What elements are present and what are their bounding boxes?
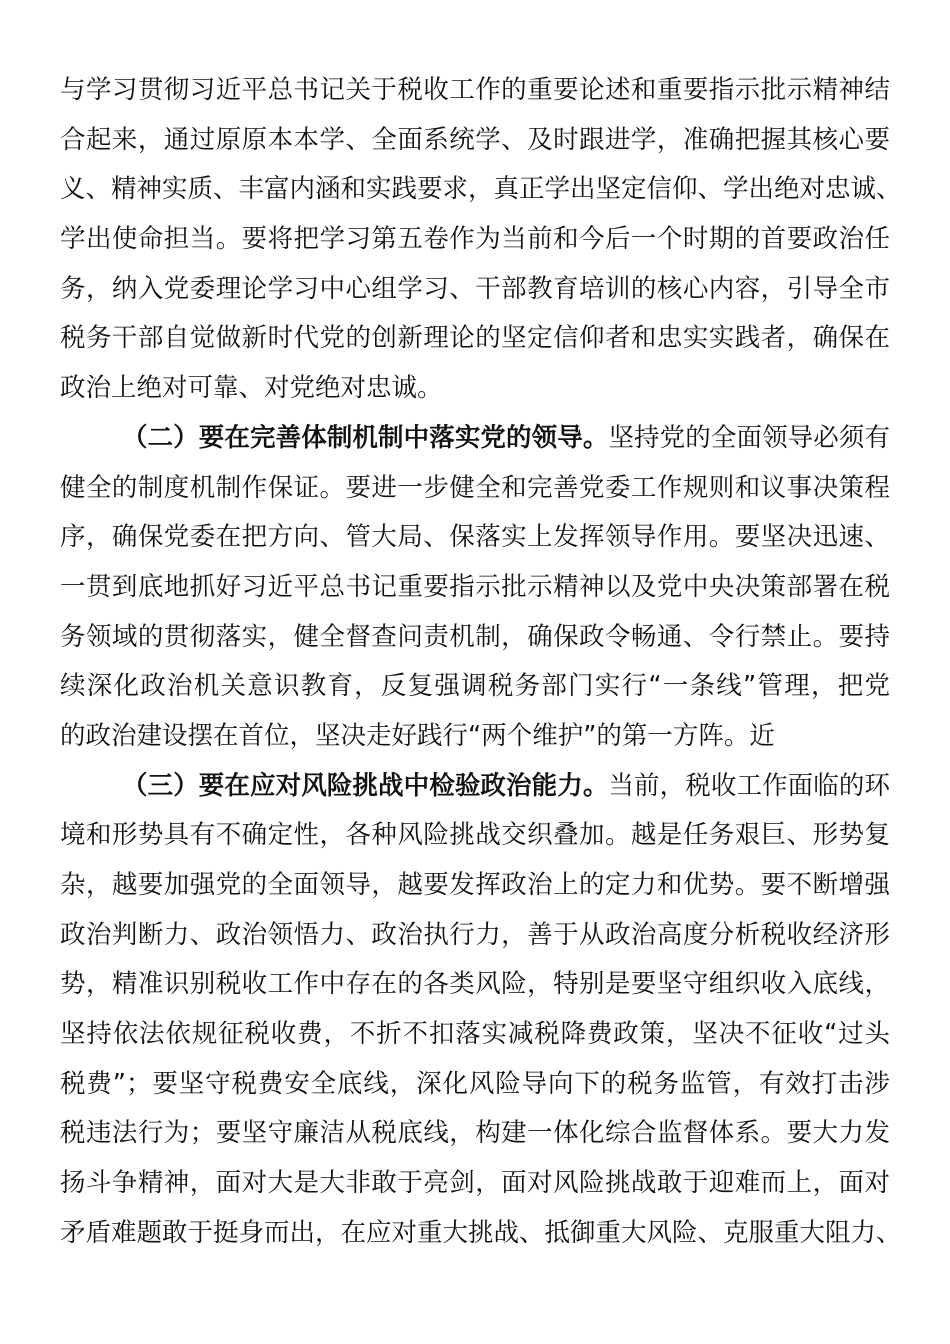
text-line: 学出使命担当。要将把学习第五卷作为当前和今后一个时期的首要政治任 xyxy=(60,224,890,255)
text-line: 税违法行为；要坚守廉洁从税底线，构建一体化综合监督体系。要大力发 xyxy=(60,1118,890,1149)
section-heading-2: （二）要在完善体制机制中落实党的领导。 xyxy=(122,422,609,453)
text-line: 扬斗争精神，面对大是大非敢于亮剑，面对风险挑战敢于迎难而上，面对 xyxy=(60,1168,890,1199)
text-line: 坚持依法依规征税收费，不折不扣落实减税降费政策，坚决不征收“过头 xyxy=(60,1019,890,1050)
text-line: 的政治建设摆在首位，坚决走好践行“两个维护”的第一方阵。近 xyxy=(60,720,775,751)
paragraph-1 xyxy=(60,66,902,414)
text-line: 势，精准识别税收工作中存在的各类风险，特别是要坚守组织收入底线， xyxy=(60,969,890,1000)
text-line: 一贯到底地抓好习近平总书记重要指示批示精神以及党中央决策部署在税 xyxy=(60,571,890,602)
text-line: 矛盾难题敢于挺身而出，在应对重大挑战、抵御重大风险、克服重大阻力、 xyxy=(60,1217,902,1248)
text-line: 境和形势具有不确定性，各种风险挑战交织叠加。越是任务艰巨、形势复 xyxy=(60,820,890,851)
text-line: 与学习贯彻习近平总书记关于税收工作的重要论述和重要指示批示精神结 xyxy=(60,75,890,105)
text-line: 税务干部自觉做新时代党的创新理论的坚定信仰者和忠实实践者，确保在 xyxy=(60,323,890,354)
text-line: 政治判断力、政治领悟力、政治执行力，善于从政治高度分析税收经济形 xyxy=(60,919,890,950)
paragraph-first-line xyxy=(60,762,890,812)
text-line: 政治上绝对可靠、对党绝对忠诚。 xyxy=(60,373,443,404)
text-span: 坚持党的全面领导必须有 xyxy=(608,422,890,453)
text-span: 当前，税收工作面临的环 xyxy=(608,770,890,801)
text-line: 杂，越要加强党的全面领导，越要发挥政治上的定力和优势。要不断增强 xyxy=(60,870,890,900)
document-page xyxy=(60,66,902,1259)
text-line: 务领域的贯彻落实，健全督查问责机制，确保政令畅通、令行禁止。要持 xyxy=(60,621,890,652)
text-line: 续深化政治机关意识教育，反复强调税务部门实行“一条线”管理，把党 xyxy=(60,671,890,702)
text-line: 务，纳入党委理论学习中心组学习、干部教育培训的核心内容，引导全市 xyxy=(60,273,890,304)
text-line: 健全的制度机制作保证。要进一步健全和完善党委工作规则和议事决策程 xyxy=(60,472,890,503)
text-line: 义、精神实质、丰富内涵和实践要求，真正学出坚定信仰、学出绝对忠诚、 xyxy=(60,174,902,205)
text-line: 税费”；要坚守税费安全底线，深化风险导向下的税务监管，有效打击涉 xyxy=(60,1068,890,1099)
paragraph-2 xyxy=(60,414,890,762)
paragraph-first-line xyxy=(60,414,890,464)
paragraph-3 xyxy=(60,762,902,1259)
section-heading-3: （三）要在应对风险挑战中检验政治能力。 xyxy=(122,770,609,801)
text-line: 合起来，通过原原本本学、全面系统学、及时跟进学，准确把握其核心要 xyxy=(60,124,890,155)
text-line: 序，确保党委在把方向、管大局、保落实上发挥领导作用。要坚决迅速、 xyxy=(60,522,890,553)
